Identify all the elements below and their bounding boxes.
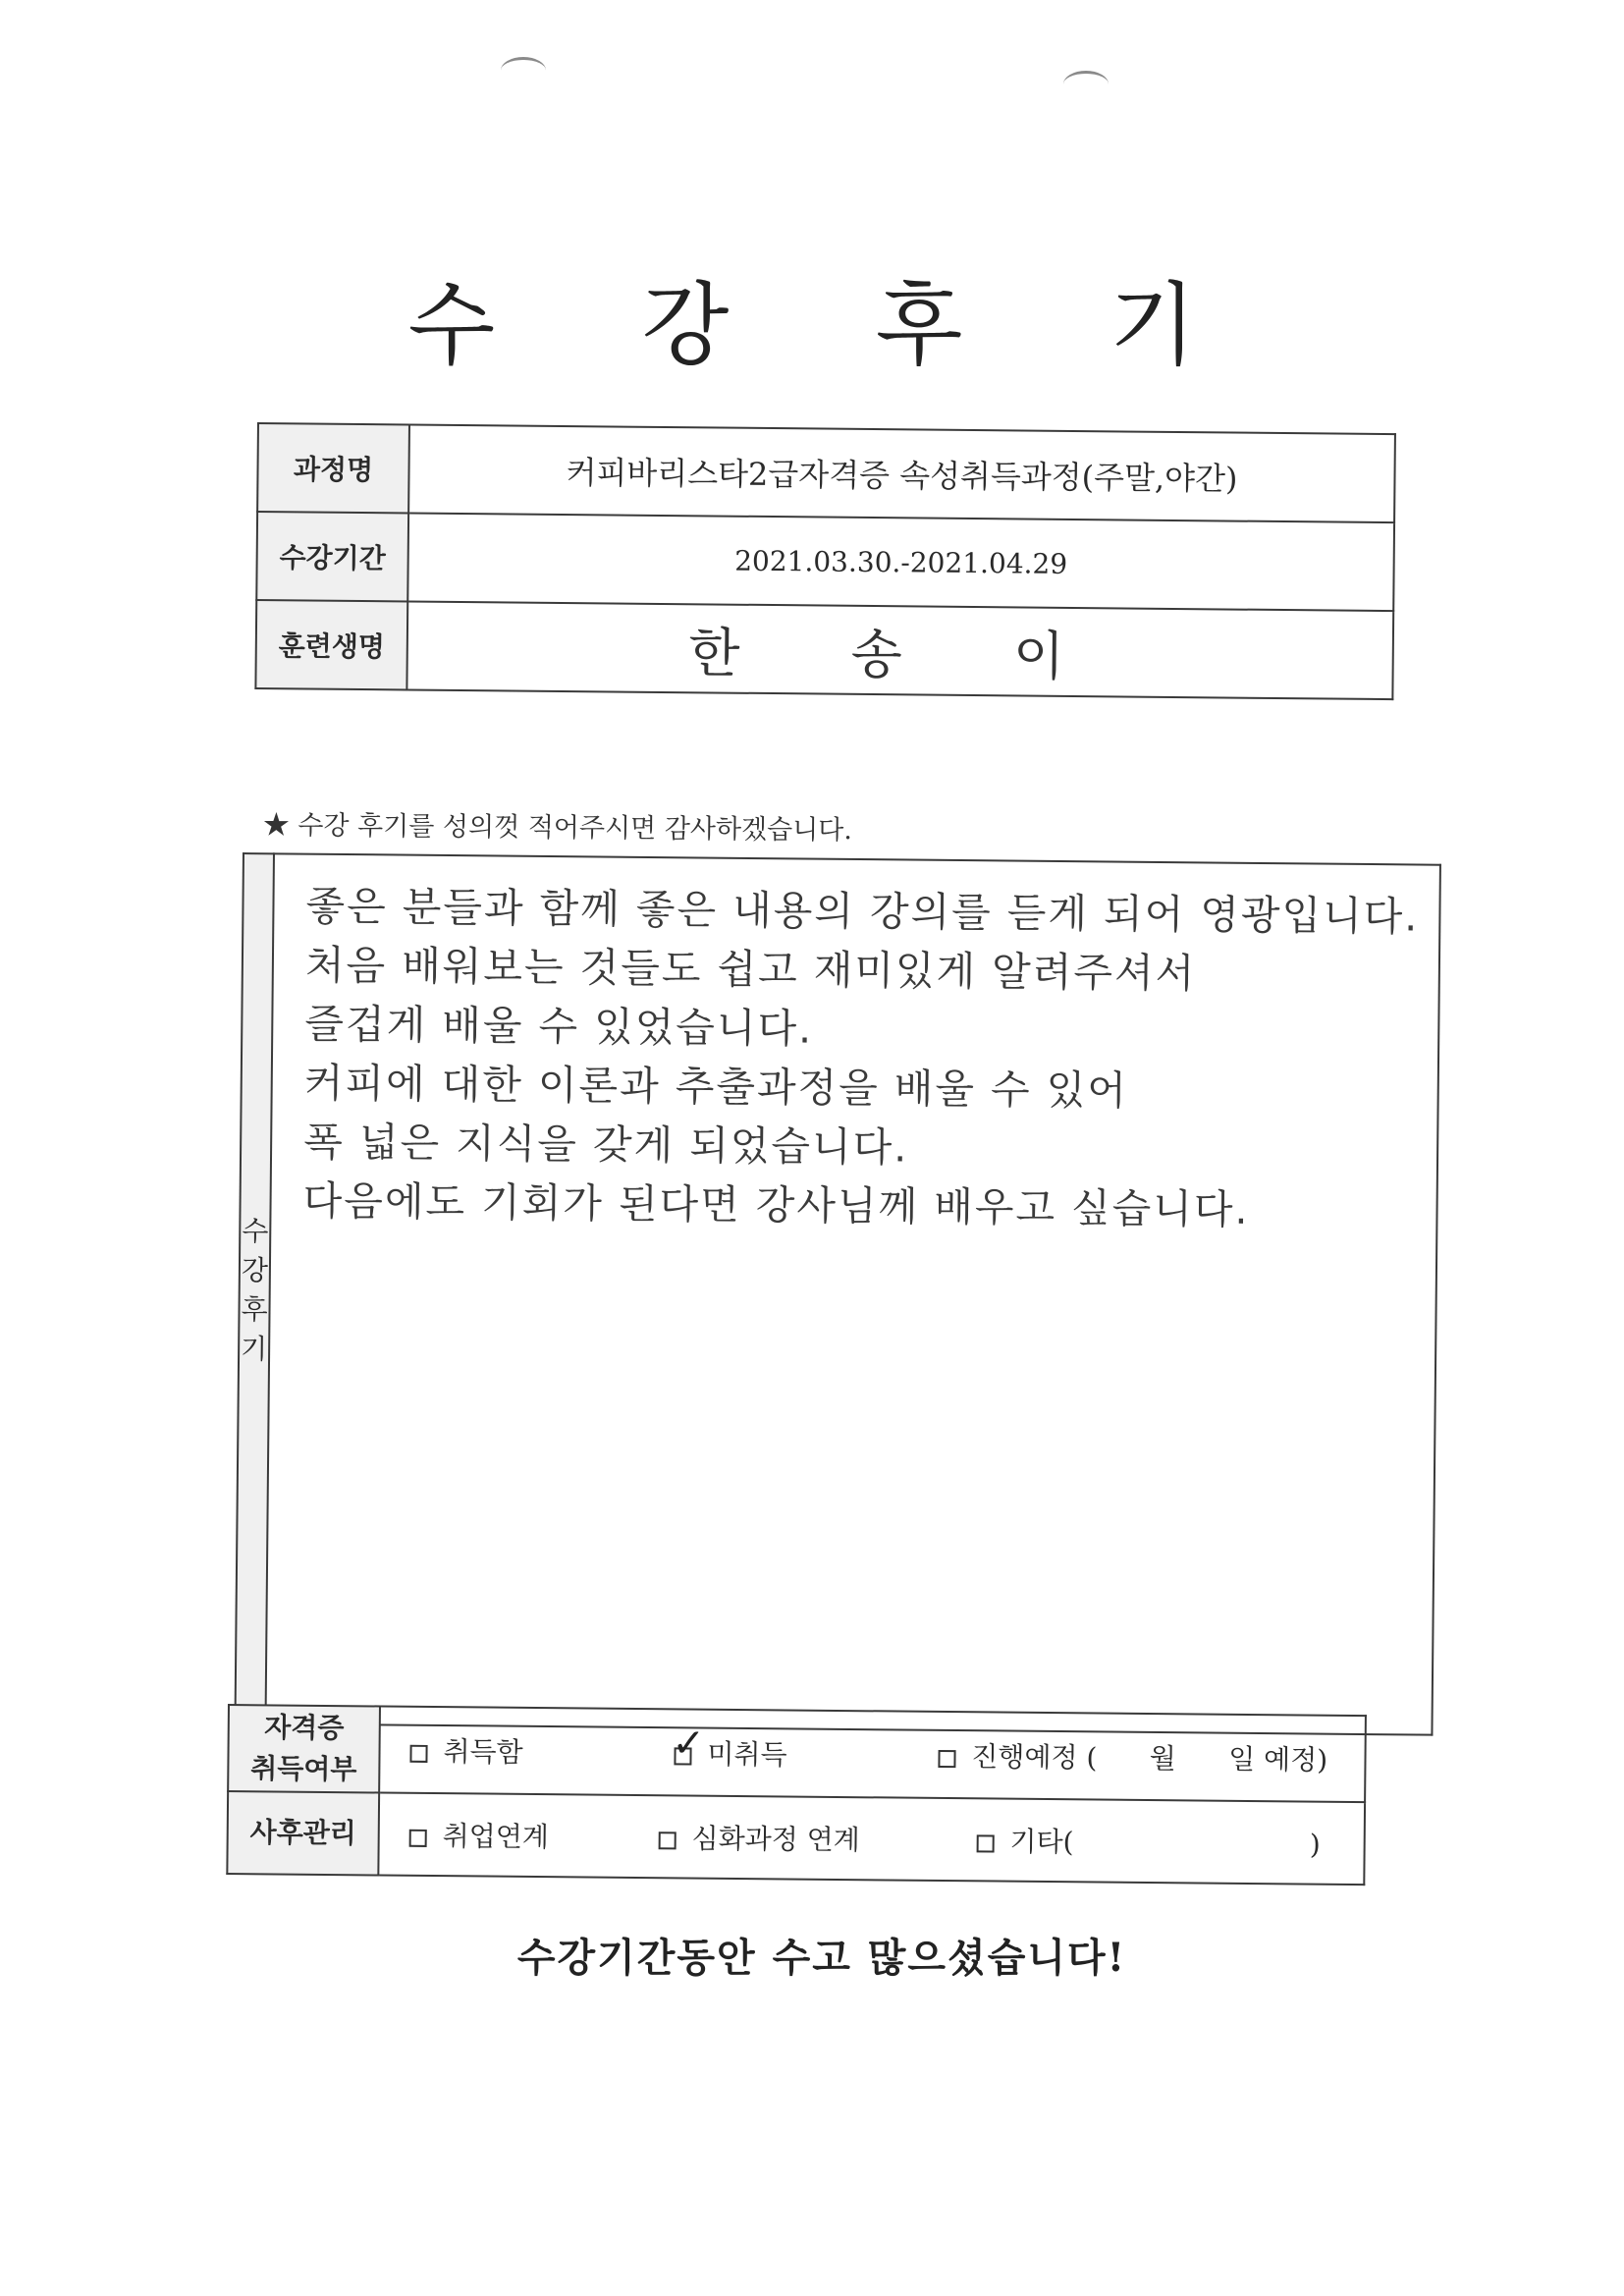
checkbox[interactable]: [938, 1749, 955, 1767]
aftercare-label: 사후관리: [227, 1791, 379, 1875]
review-line: 즐겁게 배울 수 있었습니다.: [304, 1000, 814, 1053]
aftercare-options: [378, 1792, 1365, 1885]
certification-label: 자격증 취득여부: [228, 1705, 380, 1792]
checkbox[interactable]: [409, 1744, 427, 1762]
option-not-acquired[interactable]: ✓ 미취득: [674, 1732, 929, 1774]
period-value: 2021.03.30.-2021.04.29: [407, 513, 1394, 611]
checkbox[interactable]: [976, 1834, 994, 1852]
instruction-note: ★ 수강 후기를 성의껏 적어주시면 감사하겠습니다.: [262, 809, 853, 847]
period-label: 수강기간: [256, 512, 408, 601]
course-name-value: 커피바리스타2급자격증 속성취득과정(주말,야간): [408, 424, 1395, 522]
punch-hole-right: [1063, 71, 1109, 97]
option-acquired[interactable]: 취득함: [409, 1730, 665, 1772]
review-line: 처음 배워보는 것들도 쉽고 재미있게 알려주셔서: [304, 941, 1197, 998]
review-line: 좋은 분들과 함께 좋은 내용의 강의를 듣게 되어 영광입니다.: [305, 882, 1420, 941]
punch-hole-left: [501, 57, 546, 83]
review-label: 수강후기: [235, 853, 274, 1723]
review-line: 커피에 대한 이론과 추출과정을 배울 수 있어: [303, 1059, 1129, 1115]
checkbox-checked[interactable]: [674, 1747, 691, 1765]
checkbox[interactable]: [409, 1829, 427, 1846]
course-info-table: [254, 422, 1396, 700]
status-table: [226, 1704, 1367, 1886]
certification-options: [379, 1706, 1366, 1802]
page-title: 수 강 후 기: [407, 273, 1256, 378]
review-line: 폭 넓은 지식을 갖게 되었습니다.: [303, 1118, 909, 1172]
option-employment[interactable]: 취업연계: [409, 1815, 650, 1856]
review-body: [266, 853, 1440, 1734]
review-table: [234, 852, 1440, 1736]
option-other[interactable]: 기타( ): [976, 1820, 1321, 1862]
checkbox[interactable]: [659, 1831, 677, 1849]
closing-message: 수강기간동안 수고 많으셨습니다!: [516, 1935, 1127, 1981]
review-line: 다음에도 기회가 된다면 강사님께 배우고 싶습니다.: [302, 1176, 1250, 1233]
course-name-label: 과정명: [257, 423, 409, 513]
trainee-name-value: 한 송 이: [406, 601, 1393, 699]
trainee-name-label: 훈련생명: [255, 600, 407, 689]
option-planned[interactable]: 진행예정 ( 월 일 예정): [938, 1735, 1327, 1778]
option-advanced-course[interactable]: 심화과정 연계: [658, 1817, 967, 1859]
